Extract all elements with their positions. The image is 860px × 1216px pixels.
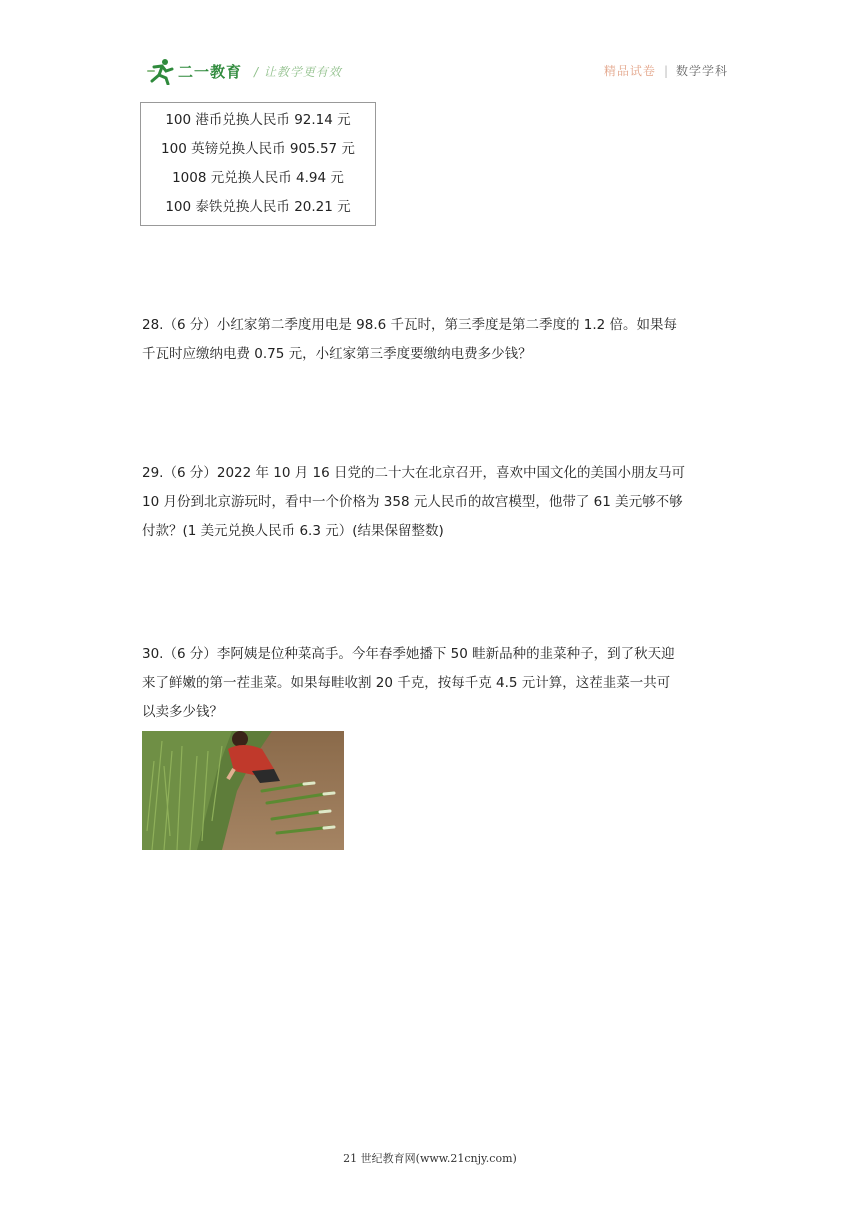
- page-header: [140, 52, 732, 92]
- question-29: [142, 459, 734, 546]
- page-footer: 21 世纪教育网(www.21cnjy.com): [343, 1152, 517, 1165]
- rate-row-gbp: 100 英镑兑换人民币 905.57 元: [161, 141, 355, 157]
- rate-row-jpy: 1008 元兑换人民币 4.94 元: [172, 170, 344, 186]
- header-tag-quality: 精品试卷: [603, 64, 656, 78]
- brand-slogan: / 让教学更有效: [254, 64, 342, 79]
- question-28-line-2: 千瓦时应缴纳电费 0.75 元，小红家第三季度要缴纳电费多少钱？: [142, 346, 532, 362]
- question-29-line-2: 10 月份到北京游玩时，看中一个价格为 358 元人民币的故宫模型，他带了 61 美元够不够: [142, 494, 683, 510]
- exchange-rate-box: [140, 102, 376, 226]
- header-tags: [604, 62, 728, 79]
- question-28-line-1: 28.（6 分）小红家第二季度用电是 98.6 千瓦时，第三季度是第二季度的 1.2 倍。如果每: [142, 317, 678, 333]
- question-28: [142, 311, 734, 369]
- question-30-line-2: 来了鲜嫩的第一茬韭菜。如果每畦收割 20 千克，按每千克 4.5 元计算，这茬韭菜一共可: [142, 675, 671, 691]
- question-30: [142, 640, 734, 727]
- question-29-line-3: 付款？(1 美元兑换人民币 6.3 元）(结果保留整数): [142, 523, 444, 539]
- question-30-line-3: 以卖多少钱？: [142, 704, 223, 720]
- chives-harvest-photo: [142, 731, 344, 850]
- rate-row-thb: 100 泰铁兑换人民币 20.21 元: [165, 199, 351, 215]
- question-30-line-1: 30.（6 分）李阿姨是位种菜高手。今年春季她播下 50 畦新品种的韭菜种子，到了秋天迎: [142, 646, 675, 662]
- brand-name: 二一教育: [178, 62, 243, 81]
- rate-row-hkd: 100 港币兑换人民币 92.14 元: [165, 112, 351, 128]
- question-29-line-1: 29.（6 分）2022 年 10 月 16 日党的二十大在北京召开，喜欢中国文化的美国小朋友马可: [142, 465, 686, 481]
- runner-logo-icon: [146, 57, 176, 85]
- header-separator: |: [663, 63, 668, 78]
- chives-harvest-illustration: [142, 731, 344, 850]
- header-tag-subject: 数学学科: [675, 64, 728, 78]
- brand-logo: [146, 56, 342, 86]
